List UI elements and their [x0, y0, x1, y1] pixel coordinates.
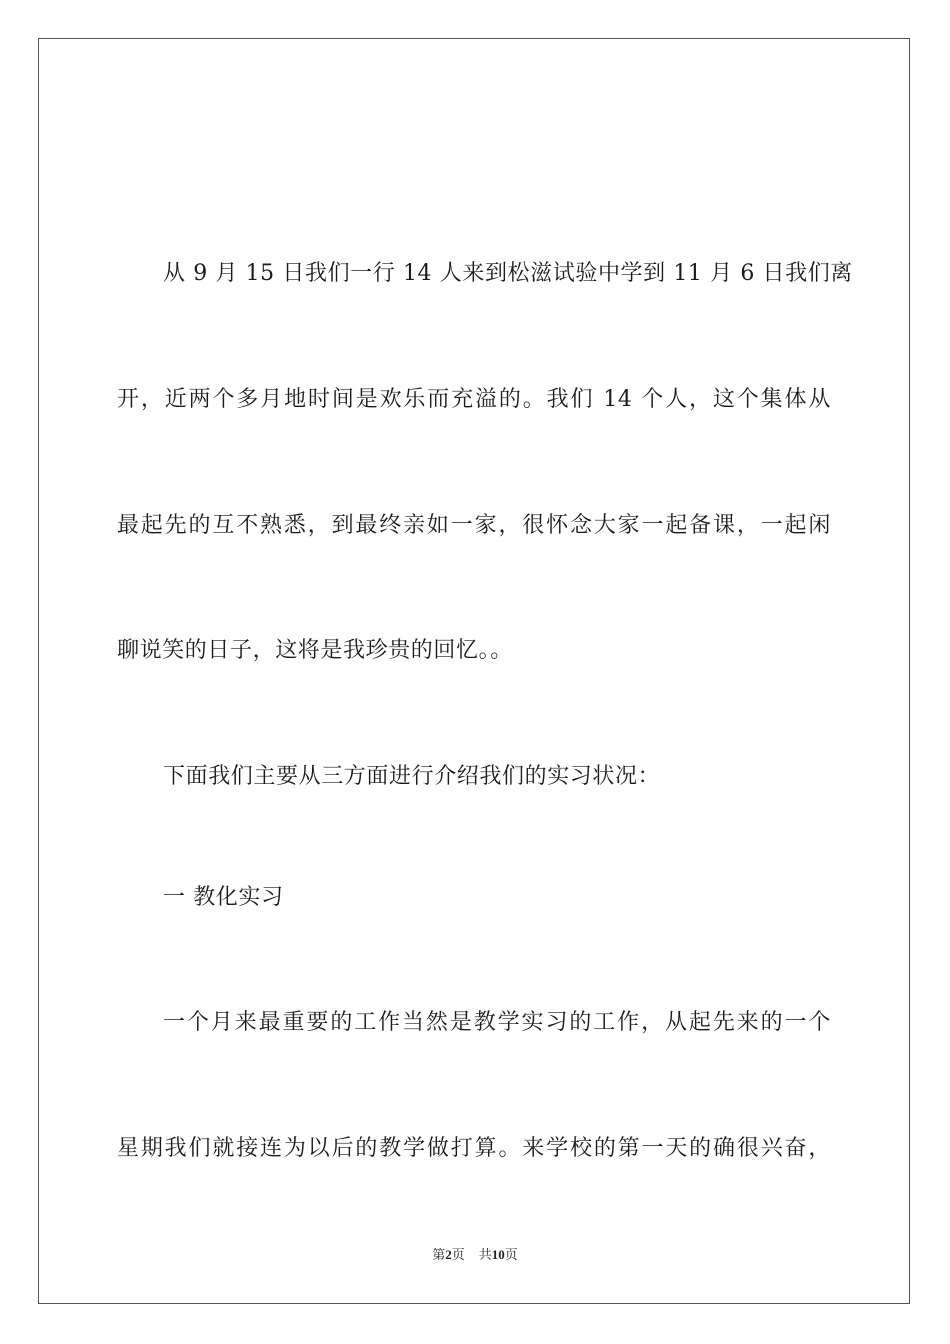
page-footer: [0, 1246, 950, 1264]
paragraph-line: 聊说笑的日子，这将是我珍贵的回忆。。: [117, 638, 513, 663]
page-prefix: 第: [432, 1247, 446, 1262]
page-suffix: 页: [451, 1247, 465, 1262]
section-heading: 一 教化实习: [163, 885, 284, 910]
paragraph-line: 从 9 月 15 日我们一行 14 人来到松滋试验中学到 11 月 6 日我们离: [163, 261, 853, 286]
paragraph-line: 星期我们就接连为以后的教学做打算。来学校的第一天的确很兴奋，: [117, 1136, 831, 1161]
paragraph-line: 下面我们主要从三方面进行介绍我们的实习状况：: [163, 764, 661, 789]
total-pages: 10: [491, 1247, 505, 1262]
page-frame: [38, 38, 910, 1304]
page-number: 2: [445, 1247, 452, 1262]
total-suffix: 页: [504, 1247, 518, 1262]
paragraph-line: 最起先的互不熟悉，到最终亲如一家，很怀念大家一起备课，一起闲: [117, 513, 831, 538]
total-prefix: 共: [478, 1247, 492, 1262]
paragraph-line: 一个月来最重要的工作当然是教学实习的工作，从起先来的一个: [163, 1010, 831, 1035]
paragraph-line: 开，近两个多月地时间是欢乐而充溢的。我们 14 个人，这个集体从: [117, 387, 831, 412]
